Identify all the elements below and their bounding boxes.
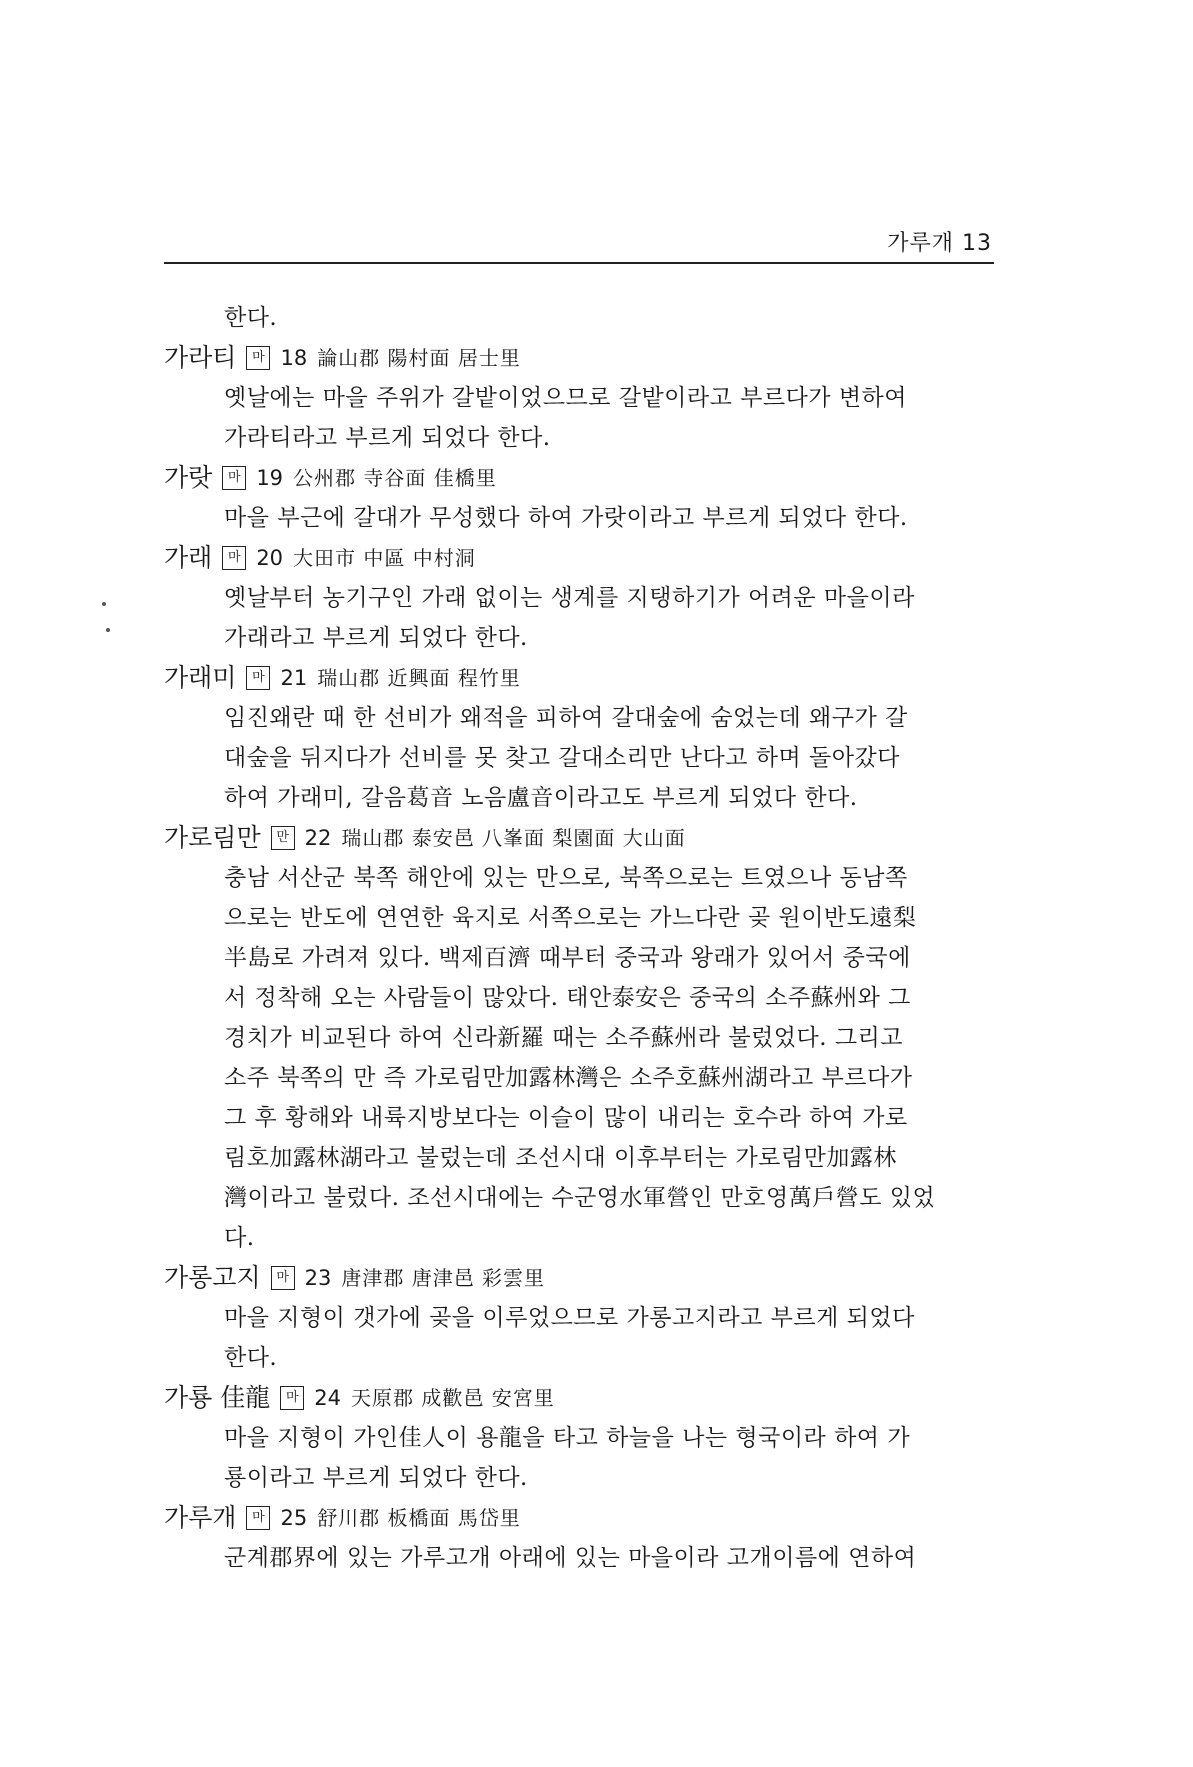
- entry-description-line: 마을 지형이 갯가에 곶을 이루었으므로 가롱고지라고 부르게 되었다: [224, 1305, 915, 1331]
- entry-location: 舒川郡 板橋面 馬岱里: [317, 1506, 521, 1530]
- entry-heading: [164, 818, 994, 858]
- entry-description-line: 임진왜란 때 한 선비가 왜적을 피하여 갈대숲에 숨었는데 왜구가 갈: [224, 705, 908, 731]
- scan-speck: [106, 628, 110, 632]
- entry-description-line: 룡이라고 부르게 되었다 한다.: [224, 1465, 528, 1491]
- entry-location: 瑞山郡 近興面 程竹里: [317, 666, 521, 690]
- entry-heading: [164, 338, 994, 378]
- entry-headword: 가래미: [164, 663, 237, 692]
- entry-description-line: 충남 서산군 북쪽 해안에 있는 만으로, 북쪽으로는 트였으나 동남쪽: [224, 865, 908, 891]
- entry-heading: [164, 538, 994, 578]
- entry-description-line: 옛날에는 마을 주위가 갈밭이었으므로 갈밭이라고 부르다가 변하여: [224, 385, 907, 411]
- category-box-icon: 마: [222, 466, 246, 490]
- entry-headword: 가롱고지: [164, 1263, 261, 1292]
- entry-description-line: 그 후 황해와 내륙지방보다는 이슬이 많이 내리는 호수라 하여 가로: [224, 1105, 908, 1131]
- continuation-text: 한다.: [224, 305, 278, 331]
- running-title: 가루개 13: [887, 231, 992, 256]
- entry-description-line: 가래라고 부르게 되었다 한다.: [224, 625, 528, 651]
- entry-description-line: 경치가 비교된다 하여 신라新羅 때는 소주蘇州라 불렀었다. 그리고: [224, 1025, 904, 1051]
- entry-description-line: 서 정착해 오는 사람들이 많았다. 태안泰安은 중국의 소주蘇州와 그: [224, 985, 911, 1011]
- category-box-icon: 마: [246, 1506, 270, 1530]
- entry-description-line: 마을 지형이 가인佳人이 용龍을 타고 하늘을 나는 형국이라 하여 가: [224, 1425, 911, 1451]
- entry-description-line: 림호加露林湖라고 불렀는데 조선시대 이후부터는 가로림만加露林: [224, 1145, 897, 1171]
- entry-number: 18: [280, 346, 308, 370]
- entry-number: 20: [256, 546, 284, 570]
- page-header: [164, 224, 994, 264]
- entry-number: 23: [304, 1266, 332, 1290]
- entry-headword: 가라티: [164, 343, 237, 372]
- entry-description-line: 다.: [224, 1225, 255, 1251]
- entry-number: 21: [280, 666, 308, 690]
- category-box-icon: 만: [271, 826, 295, 850]
- entry-description-line: 으로는 반도에 연연한 육지로 서쪽으로는 가느다란 곶 원이반도遠梨: [224, 905, 917, 931]
- entry-heading: [164, 1378, 994, 1418]
- entry-number: 22: [304, 826, 332, 850]
- entry-location: 大田市 中區 中村洞: [293, 546, 476, 570]
- entry-number: 25: [280, 1506, 308, 1530]
- entry-location: 瑞山郡 泰安邑 八峯面 梨園面 大山面: [341, 826, 686, 850]
- entry-heading: [164, 658, 994, 698]
- entry-heading: [164, 1258, 994, 1298]
- entry-description-line: 半島로 가려져 있다. 백제百濟 때부터 중국과 왕래가 있어서 중국에: [224, 945, 911, 971]
- entry-heading: [164, 458, 994, 498]
- entry-location: 唐津郡 唐津邑 彩雲里: [341, 1266, 546, 1290]
- entry-headword: 가로림만: [164, 823, 261, 852]
- category-box-icon: 마: [222, 546, 246, 570]
- entry-location: 公州郡 寺谷面 佳橋里: [293, 466, 497, 490]
- entry-description-line: 소주 북쪽의 만 즉 가로림만加露林灣은 소주호蘇州湖라고 부르다가: [224, 1065, 913, 1091]
- entry-description-line: 한다.: [224, 1345, 278, 1371]
- entry-headword: 가룡 佳龍: [164, 1383, 271, 1412]
- entry-description-line: 마을 부근에 갈대가 무성했다 하여 가랏이라고 부르게 되었다 한다.: [224, 505, 908, 531]
- category-box-icon: 마: [280, 1386, 304, 1410]
- entry-number: 24: [314, 1386, 341, 1410]
- category-box-icon: 마: [271, 1266, 295, 1290]
- entry-headword: 가랏: [164, 463, 213, 492]
- entry-location: 天原郡 成歡邑 安宮里: [350, 1386, 555, 1410]
- entry-description-line: 灣이라고 불렀다. 조선시대에는 수군영水軍營인 만호영萬戶營도 있었: [224, 1185, 936, 1211]
- entry-description-line: 옛날부터 농기구인 가래 없이는 생계를 지탱하기가 어려운 마을이라: [224, 585, 915, 611]
- category-box-icon: 마: [246, 666, 270, 690]
- entry-description-line: 대숲을 뒤지다가 선비를 못 찾고 갈대소리만 난다고 하며 돌아갔다: [224, 745, 900, 771]
- entry-location: 論山郡 陽村面 居士里: [317, 346, 521, 370]
- entry-headword: 가래: [164, 543, 213, 572]
- category-box-icon: 마: [246, 346, 270, 370]
- entry-number: 19: [256, 466, 284, 490]
- entry-description-line: 가라티라고 부르게 되었다 한다.: [224, 425, 551, 451]
- entry-description-line: 군계郡界에 있는 가루고개 아래에 있는 마을이라 고개이름에 연하여: [224, 1545, 917, 1571]
- entry-list: [164, 338, 994, 1578]
- page-body: [164, 298, 994, 1578]
- entry-heading: [164, 1498, 994, 1538]
- entry-headword: 가루개: [164, 1503, 237, 1532]
- entry-description-line: 하여 가래미, 갈음葛音 노음盧音이라고도 부르게 되었다 한다.: [224, 785, 858, 811]
- scan-speck: [102, 602, 106, 606]
